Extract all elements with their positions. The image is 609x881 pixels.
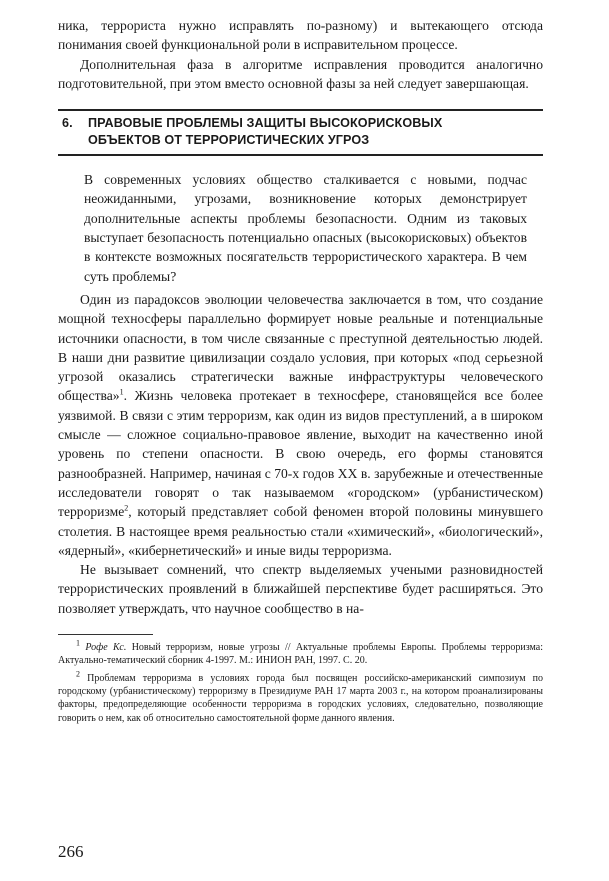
- intro-block: [58, 156, 543, 286]
- intro-paragraph: В современных условиях общество сталкивается с новыми, подчас неожиданными, угрозами, возникновение которых демонстрирует дополнительные аспекты проблемы безопасности. Одним из таковых выступает безопасность потенциально опасных (высокорисковых) объектов в контексте возможных посягательств террористического характера. В чем суть проблемы?: [84, 172, 527, 284]
- footnote: $^1$ Рофе Кс. Новый терроризм, новые угрозы // Актуальные проблемы Европы. Проблемы терроризма: Актуально-тематический сборник 4-1997. М.: ИНИОН РАН, 1997. С. 20.: [58, 638, 543, 667]
- page: [58, 16, 543, 729]
- footnote-ref: 1: [119, 387, 124, 397]
- footnote-author: Рофе Кс.: [85, 642, 127, 654]
- paragraph: Один из парадоксов эволюции человечества заключается в том, что создание мощной техносферы параллельно формирует новые реальные и потенциальные источники опасности, в том числе связанные с преступной деятельностью людей. В наши дни развитие цивилизации создало условия, при которых «под серьезной угрозой оказались стратегически важные инфраструктуры человеческого общества»$^1$. Жизнь человека протекает в техносфере, становящейся все более уязвимой. В связи с этим терроризм, как один из видов преступлений, а в широком смысле — сложное социально-правовое явление, выходит на качественно иной уровень по степени опасности. В свою очередь, его формы становятся разнообразней. Например, начиная с 70-х годов XX в. зарубежные и отечественные исследователи говорят о так называемом «городском» (урбанистическом) терроризме$^2$, который представляет собой феномен второй половины минувшего столетия. В настоящее время реальностью стали «химический», «биологический», «ядерный», «кибернетический» и иные виды терроризма.: [58, 291, 543, 558]
- paragraph-continued: ника, террориста нужно исправлять по-разному) и вытекающего отсюда понимания своей функциональной роли в исправительном процессе.: [58, 18, 543, 53]
- footnote-ref: 2: [124, 503, 129, 513]
- page-number: 266: [58, 842, 84, 861]
- footnote-divider: [58, 634, 153, 635]
- paragraph: Не вызывает сомнений, что спектр выделяемых учеными разновидностей террористических проявлений в ближайшей перспективе будет расширяться. Это позволяет утверждать, что научное сообщество в на-: [58, 562, 543, 616]
- section-heading: [58, 109, 543, 156]
- section-number: 6.: [62, 116, 73, 131]
- body-text: [58, 290, 543, 618]
- section-title-line1: ПРАВОВЫЕ ПРОБЛЕМЫ ЗАЩИТЫ ВЫСОКОРИСКОВЫХ: [88, 116, 443, 131]
- footnote: $^2$ Проблемам терроризма в условиях города был посвящен российско-американский симпозиум по городскому (урбанистическому) терроризму в Президиуме РАН 17 марта 2003 г., на котором проанализированы факторы, предопределяющие особенности терроризма в городских условиях, следовательно, позволяющие говорить о нем, как об относительно самостоятельной форме данного явления.: [58, 669, 543, 724]
- paragraph: Дополнительная фаза в алгоритме исправления проводится аналогично подготовительной, при этом вместо основной фазы за ней следует завершающая.: [58, 56, 543, 91]
- section-title-line2: ОБЪЕКТОВ ОТ ТЕРРОРИСТИЧЕСКИХ УГРОЗ: [88, 133, 370, 148]
